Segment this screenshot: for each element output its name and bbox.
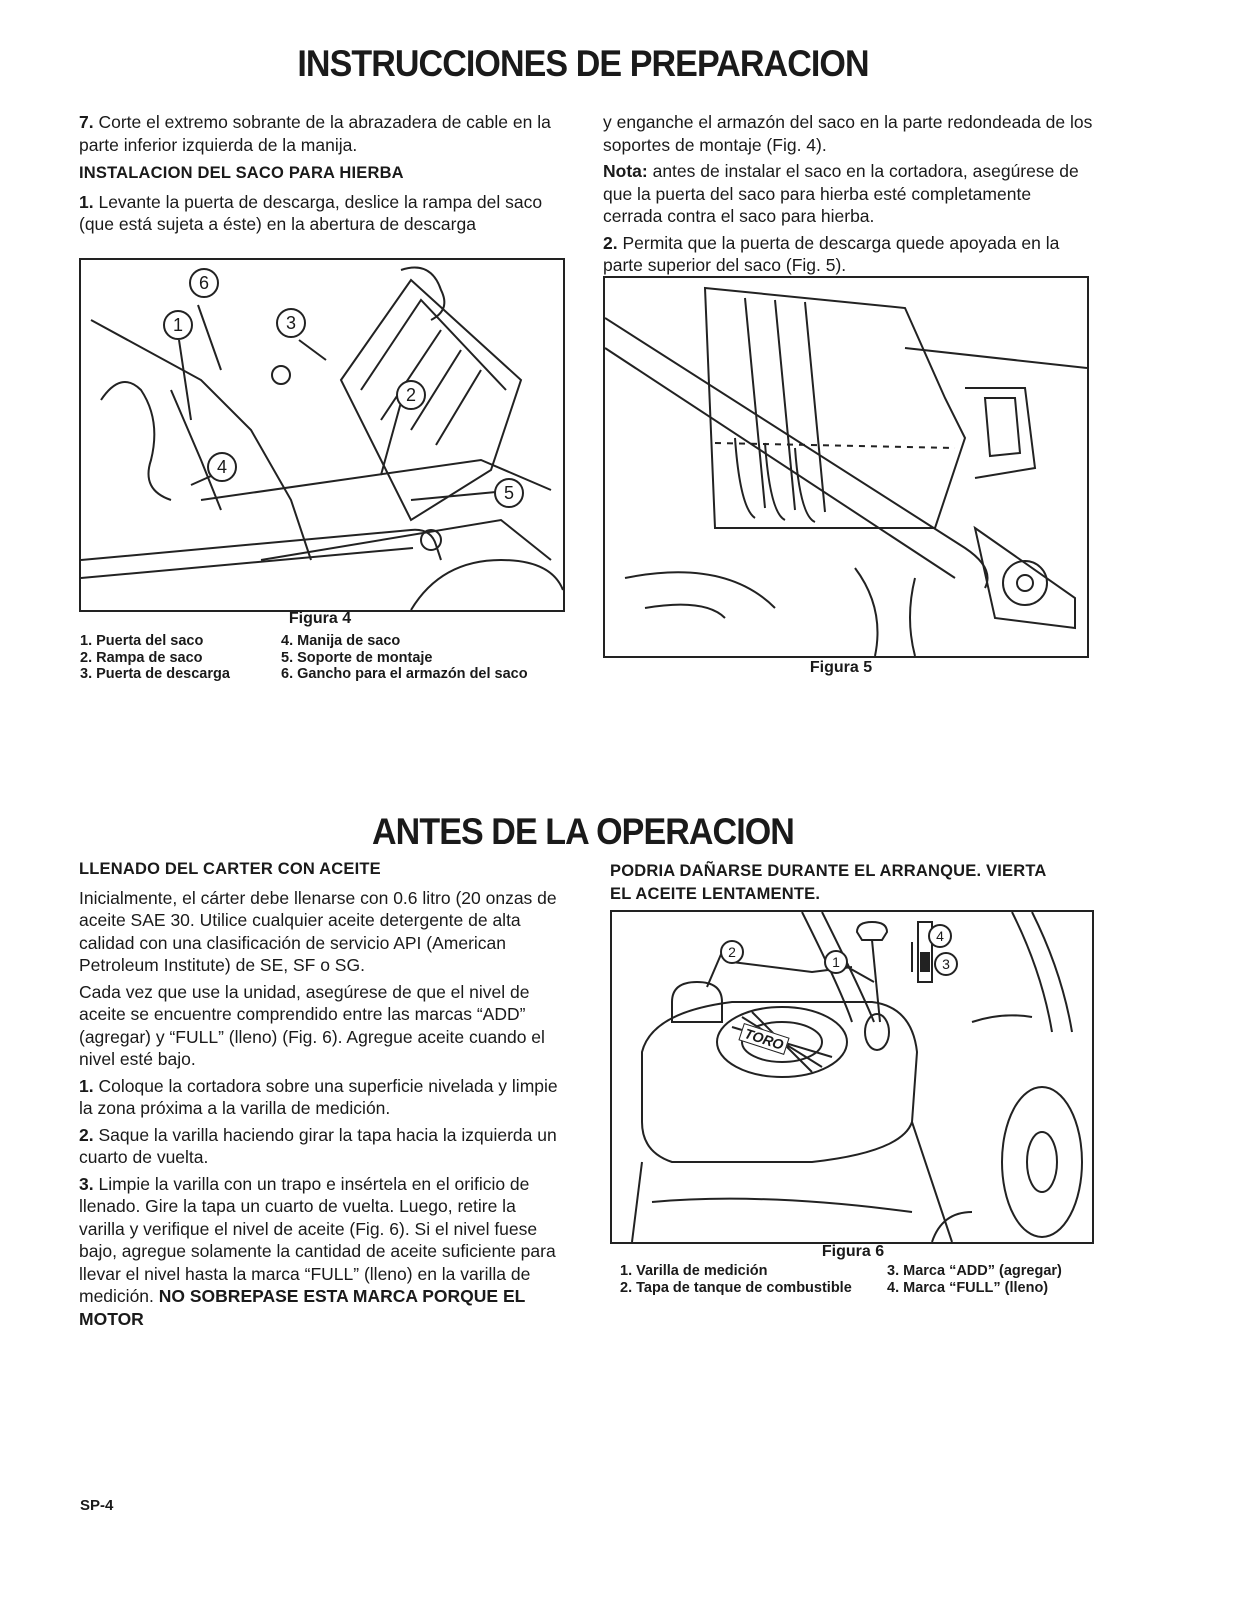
figure-4-callout-5: 5 (494, 478, 524, 508)
figure-4-callout-2: 2 (396, 380, 426, 410)
figure-4-illustration (79, 258, 565, 612)
figure-4-drawing (81, 260, 563, 610)
step-7-text: Corte el extremo sobrante de la abrazadera de cable en la parte inferior izquierda de la manija. (79, 112, 551, 155)
figure-4-legend-item: 1. Puerta del saco (80, 633, 204, 649)
figure-6-callout-3: 3 (934, 952, 958, 976)
figure-6-callout-4: 4 (928, 924, 952, 948)
step-2 (603, 232, 1093, 277)
oil-intro: Inicialmente, el cárter debe llenarse con 0.6 litro (20 onzas de aceite SAE 30. Utilice cualquier aceite detergente de alta calidad con una clasificación de servicio API (American Petroleum Institute) de SE, SF o SG. (79, 887, 557, 975)
step-1-number: 1. (79, 191, 94, 212)
right-column-top (603, 111, 1093, 281)
left-column-bottom (79, 858, 565, 1334)
figure-6-callout-1: 1 (824, 950, 848, 974)
oil-step-3-text: Limpie la varilla con un trapo e insértela en el orificio de llenado. Gire la tapa un cuarto de vuelta. Luego, retire la varilla y verifique el nivel de aceite (Fig. 6). Si el nivel fuese bajo, agregue solamente la cantidad de aceite suficiente para llevar el nivel hasta la marca “FULL” (lleno) en la varilla de medición. (79, 1173, 556, 1306)
toro-brand-label: TORO (738, 1023, 789, 1055)
figure-4-callout-3: 3 (276, 308, 306, 338)
figure-4-legend-item: 2. Rampa de saco (80, 649, 203, 666)
figure-4-legend-item: 6. Gancho para el armazón del saco (281, 666, 528, 682)
figure-4-caption: Figura 4 (288, 610, 352, 627)
figure-4-legend-item: 4. Manija de saco (281, 633, 401, 649)
figure-5-illustration (603, 276, 1089, 658)
dipstick-marks (920, 952, 930, 972)
oil-step-1-number: 1. (79, 1075, 94, 1096)
oil-step-2-text: Saque la varilla haciendo girar la tapa hacia la izquierda un cuarto de vuelta. (79, 1124, 557, 1167)
oil-fill-heading: LLENADO DEL CARTER CON ACEITE (79, 860, 381, 878)
figure-6-legend-item: 1. Varilla de medición (620, 1263, 768, 1279)
step-7 (79, 111, 567, 156)
figure-4-callout-6: 6 (189, 268, 219, 298)
oil-warning-part-2: PODRIA DAÑARSE DURANTE EL ARRANQUE. VIERTA EL ACEITE LENTAMENTE. (610, 862, 1046, 903)
figure-4-legend-item: 3. Puerta de descarga (80, 666, 230, 682)
page-title-operacion: ANTES DE LA OPERACION (372, 811, 794, 852)
figure-4-legend-right (281, 633, 528, 683)
oil-warning-part-1: NO SOBREPASE ESTA MARCA PORQUE EL MOTOR (79, 1286, 526, 1329)
page-title-preparacion: INSTRUCCIONES DE PREPARACION (297, 43, 869, 84)
page-number: SP-4 (80, 1497, 114, 1514)
oil-step-3 (79, 1173, 565, 1331)
figure-6-illustration (610, 910, 1094, 1244)
figure-6-legend-item: 4. Marca “FULL” (lleno) (887, 1279, 1049, 1296)
figure-4-legend-left (80, 633, 230, 683)
oil-step-2 (79, 1124, 565, 1169)
step-7-number: 7. (79, 112, 94, 132)
figure-6-callout-2: 2 (720, 940, 744, 964)
figure-5-drawing (605, 278, 1087, 656)
right-column-bottom (610, 860, 1070, 909)
figure-6-legend-item: 3. Marca “ADD” (agregar) (887, 1263, 1062, 1279)
bag-installation-heading: INSTALACION DEL SACO PARA HIERBA (79, 164, 404, 182)
oil-step-1 (79, 1075, 565, 1120)
oil-paragraph-2: Cada vez que use la unidad, asegúrese de que el nivel de aceite se encuentre comprendido entre las marcas “ADD” (agregar) y “FULL” (lleno) (Fig. 6). Agregue aceite cuando el nivel esté bajo. (79, 981, 545, 1069)
figure-6-legend-left (620, 1263, 852, 1296)
oil-step-1-text: Coloque la cortadora sobre una superficie nivelada y limpie la zona próxima a la varilla de medición. (79, 1075, 558, 1118)
note (603, 160, 1093, 228)
figure-6-legend-right (887, 1263, 1062, 1296)
oil-step-3-number: 3. (79, 1173, 94, 1194)
left-column-top (79, 111, 567, 240)
figure-5-caption: Figura 5 (809, 659, 873, 676)
figure-4-callout-4: 4 (207, 452, 237, 482)
note-text: antes de instalar el saco en la cortadora, asegúrese de que la puerta del saco para hierba esté completamente cerrada contra el saco para hierba. (603, 161, 1079, 226)
step-1-text: Levante la puerta de descarga, deslice la rampa del saco (que está sujeta a éste) en la abertura de descarga (79, 191, 543, 234)
figure-4-legend-item: 5. Soporte de montaje (281, 649, 433, 666)
figure-6-drawing (612, 912, 1092, 1242)
figure-4-callout-1: 1 (163, 310, 193, 340)
step-1-continued: y enganche el armazón del saco en la parte redondeada de los soportes de montaje (Fig. 4). (603, 112, 1093, 155)
figure-6-legend-item: 2. Tapa de tanque de combustible (620, 1279, 852, 1296)
figure-6-caption: Figura 6 (821, 1243, 885, 1260)
oil-step-2-number: 2. (79, 1124, 94, 1145)
step-2-text: Permita que la puerta de descarga quede apoyada en la parte superior del saco (Fig. 5). (603, 232, 1060, 275)
note-label: Nota: (603, 161, 648, 181)
step-1 (79, 191, 567, 236)
step-2-number: 2. (603, 232, 618, 253)
